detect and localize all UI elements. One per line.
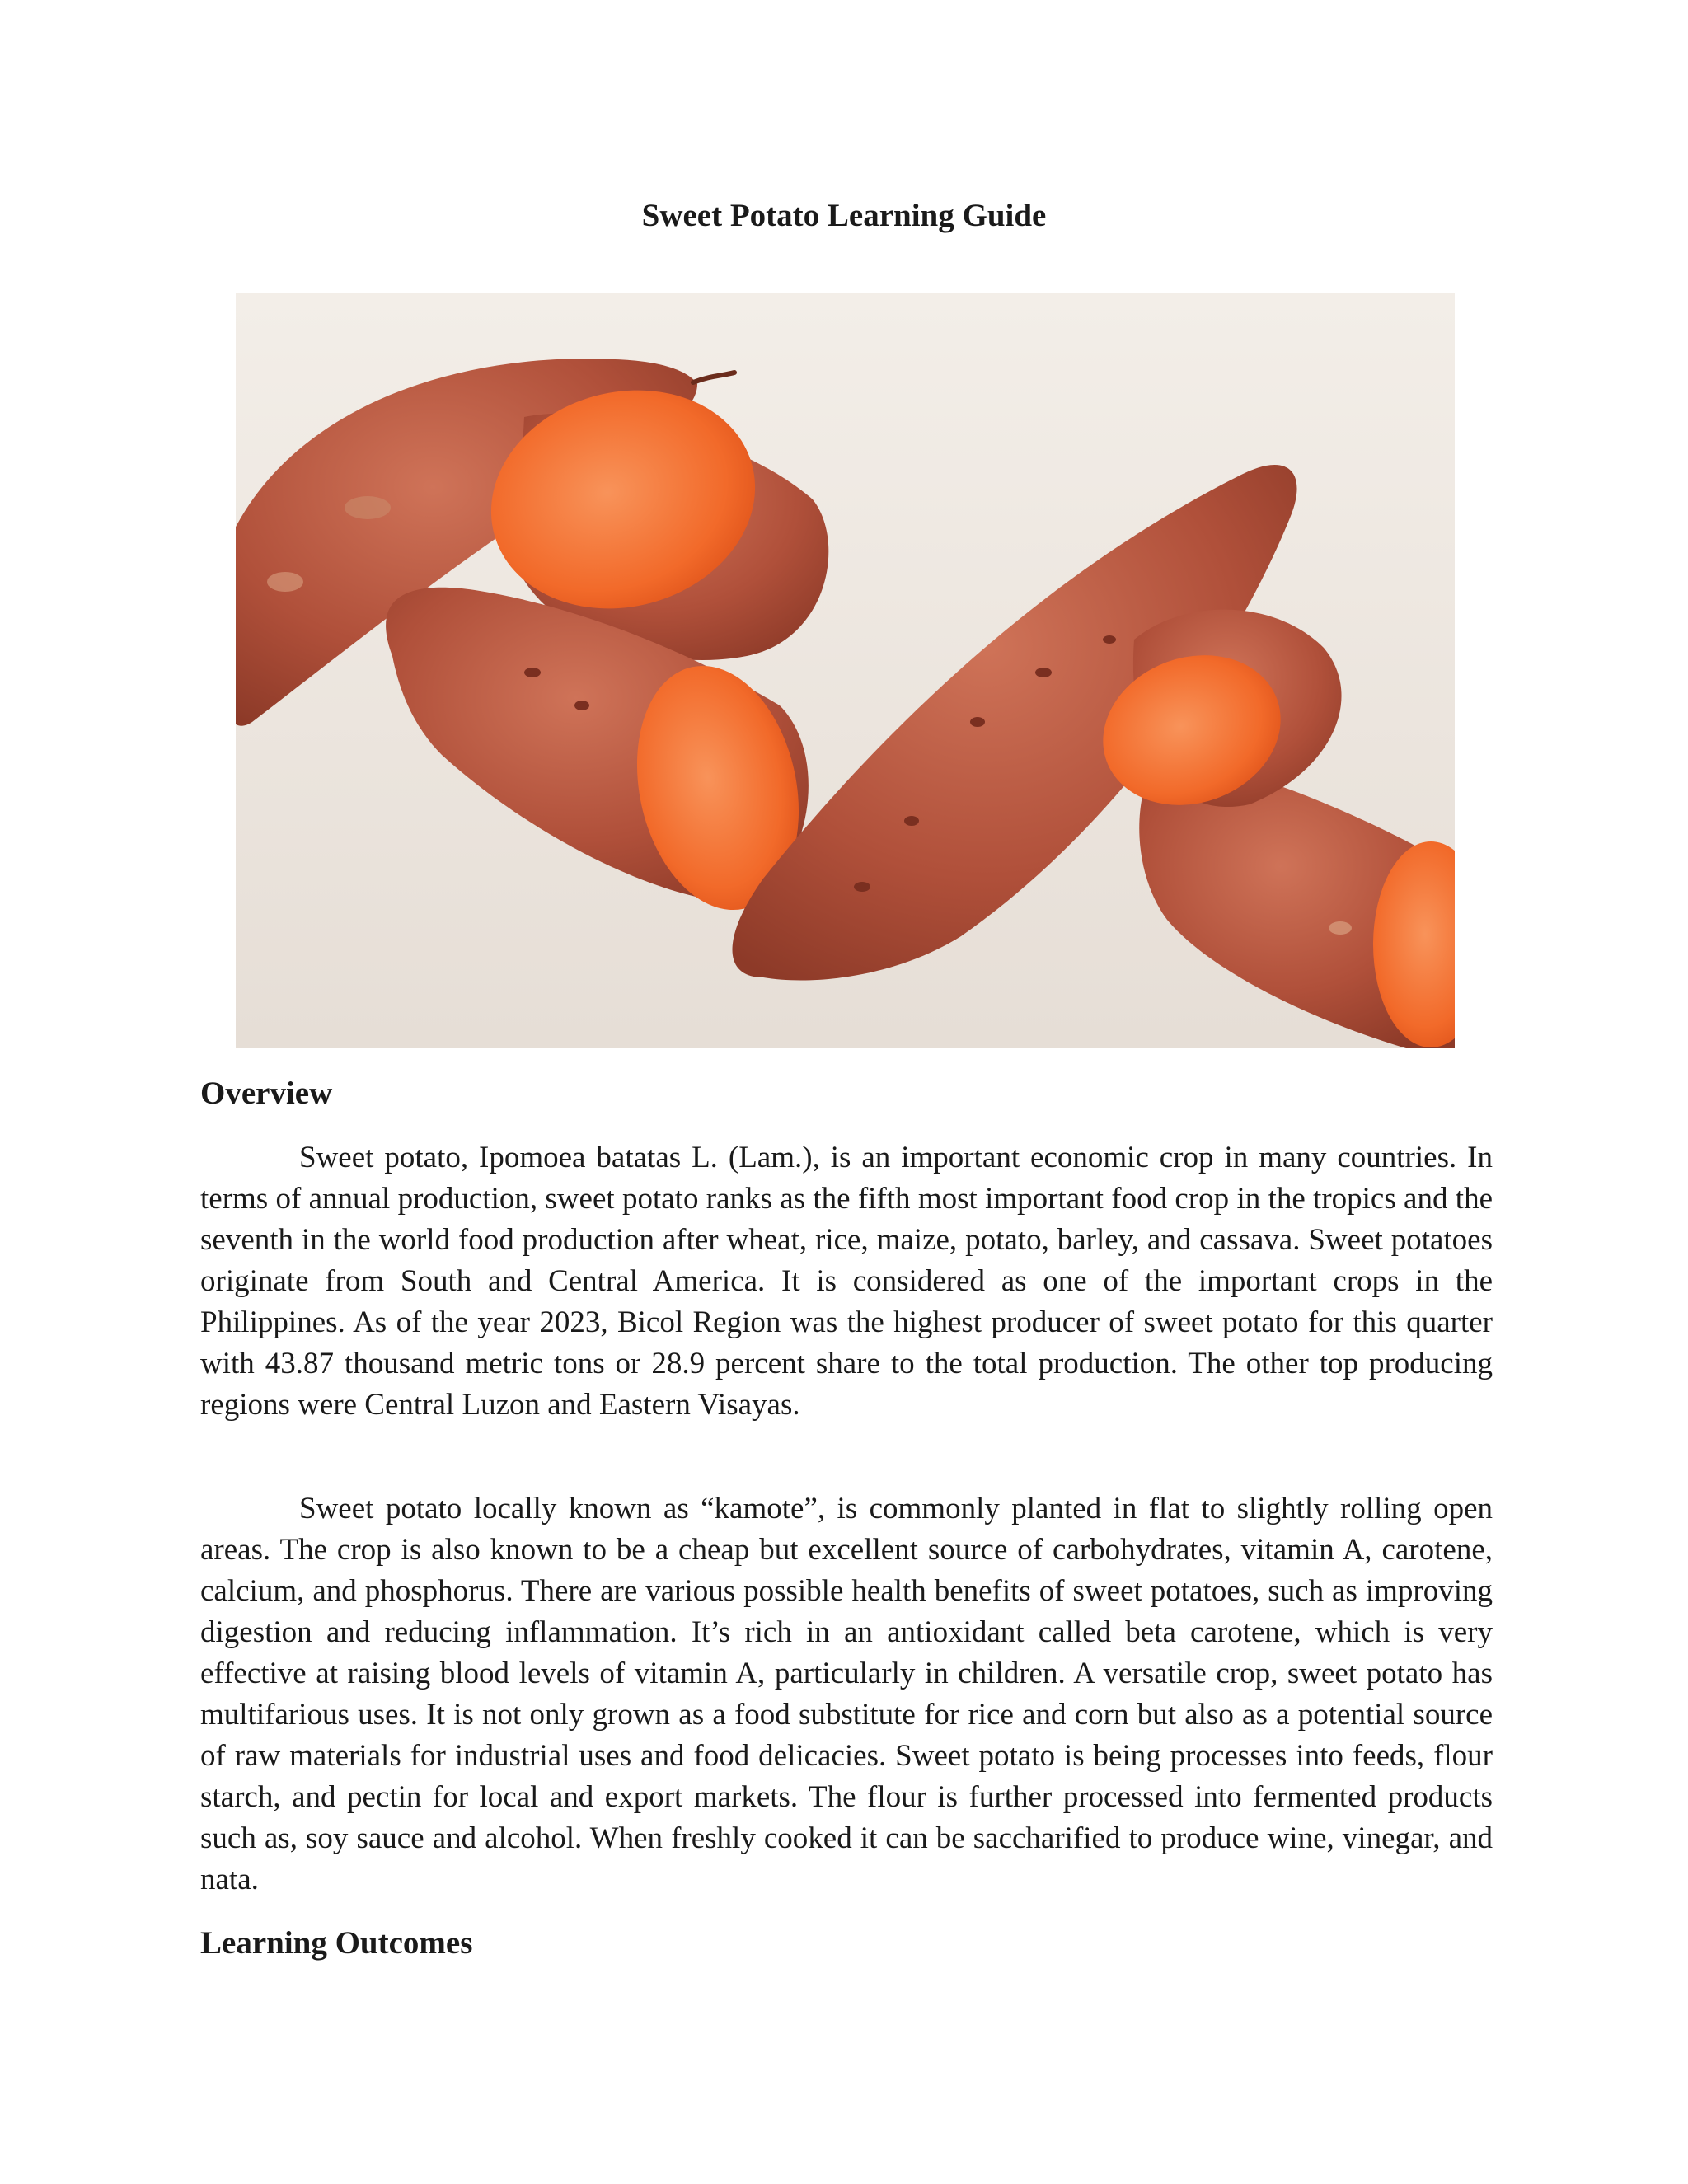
document-title: Sweet Potato Learning Guide: [641, 198, 1047, 233]
section-heading-learning-outcomes: Learning Outcomes: [200, 1925, 473, 1961]
section-heading-overview: Overview: [200, 1076, 333, 1111]
overview-paragraph-2: Sweet potato locally known as “kamote”, is commonly planted in flat to slightly rolling open areas. The crop is also known to be a cheap but excellent source of carbohydrates, vitamin A, carotene, calcium, and phosphorus. There are various possible health benefits of sweet potatoes, such as improving digestion and reducing inflammation. It’s rich in an antioxidant called beta carotene, which is very effective at raising blood levels of vitamin A, particularly in children. A versatile crop, sweet potato has multifarious uses. It is not only grown as a food substitute for rice and corn but also as a potential source of raw materials for industrial uses and food delicacies. Sweet potato is being processes into feeds, flour starch, and pectin for local and export markets. The flour is further processed into fermented products such as, soy sauce and alcohol. When freshly cooked it can be saccharified to produce wine, vinegar, and nata.: [200, 1492, 1493, 1896]
sweet-potatoes-photo: [236, 293, 1455, 1048]
overview-paragraph-1: Sweet potato, Ipomoea batatas L. (Lam.), is an important economic crop in many countries. In terms of annual production, sweet potato ranks as the fifth most important food crop in the tropics and the seventh in the world food production after wheat, rice, maize, potato, barley, and cassava. Sweet potatoes originate from South and Central America. It is considered as one of the important crops in the Philippines. As of the year 2023, Bicol Region was the highest producer of sweet potato for this quarter with 43.87 thousand metric tons or 28.9 percent share to the total production. The other top producing regions were Central Luzon and Eastern Visayas.: [200, 1141, 1493, 1422]
